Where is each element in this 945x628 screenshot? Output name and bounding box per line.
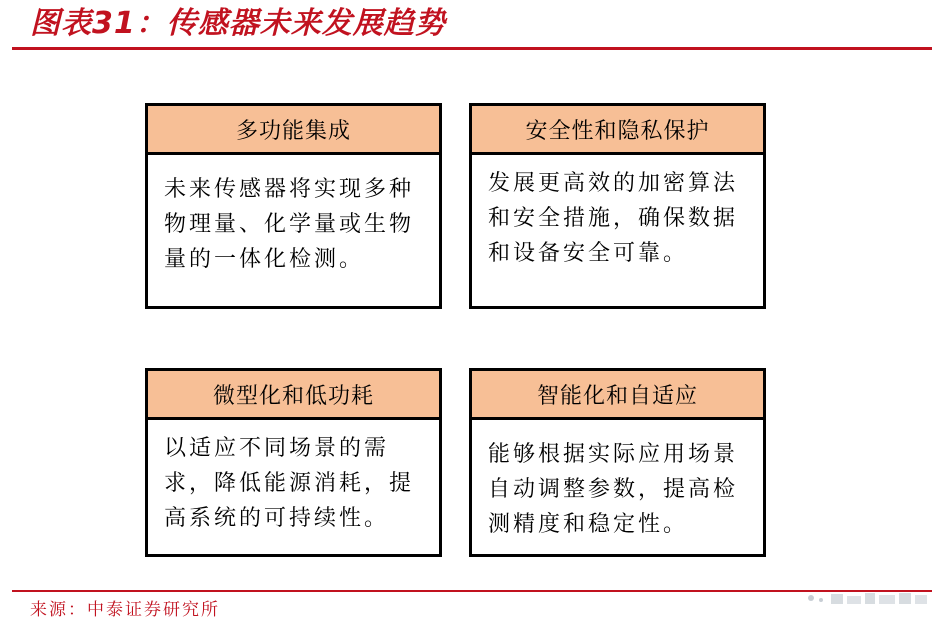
source-divider: [12, 590, 932, 592]
card-body: 能够根据实际应用场景自动调整参数，提高检测精度和稳定性。: [488, 442, 739, 537]
watermark: [805, 588, 931, 608]
card-miniaturization-low-power: [145, 368, 442, 557]
title-divider: [12, 47, 932, 50]
card-header: 多功能集成: [148, 106, 439, 155]
card-header: 安全性和隐私保护: [472, 106, 763, 155]
card-multifunction-integration: [145, 103, 442, 309]
card-security-privacy: [469, 103, 766, 309]
source-note: 来源：中泰证券研究所: [30, 600, 220, 620]
card-body: 未来传感器将实现多种物理量、化学量或生物量的一体化检测。: [164, 177, 415, 272]
card-body: 以适应不同场景的需求，降低能源消耗，提高系统的可持续性。: [164, 436, 415, 531]
card-header: 智能化和自适应: [472, 371, 763, 420]
card-header: 微型化和低功耗: [148, 371, 439, 420]
card-intelligent-adaptive: [469, 368, 766, 557]
figure-title: 图表31：传感器未来发展趋势: [30, 6, 446, 41]
card-body: 发展更高效的加密算法和安全措施，确保数据和设备安全可靠。: [488, 171, 739, 266]
